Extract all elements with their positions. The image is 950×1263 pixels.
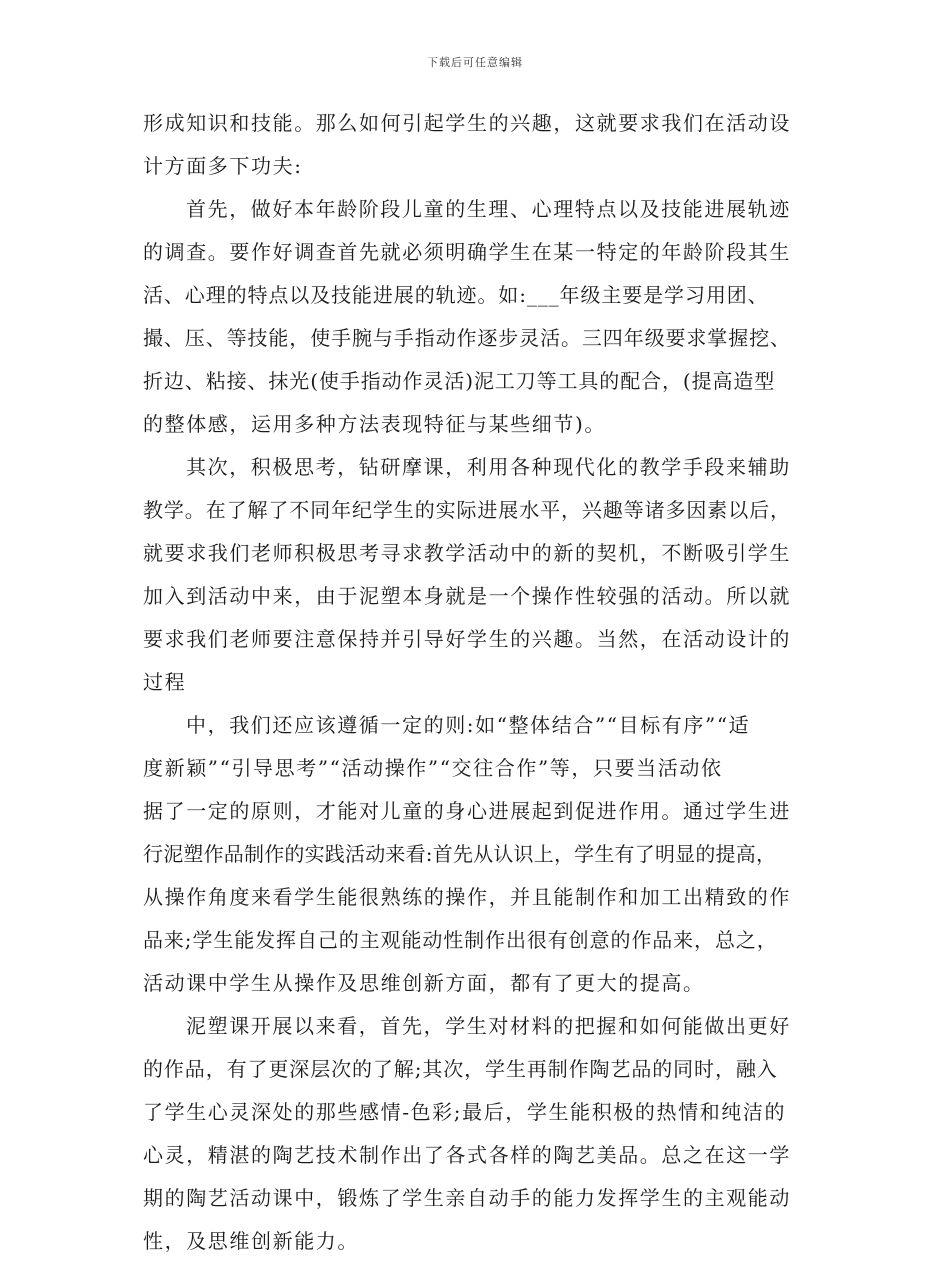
text-line: 行泥塑作品制作的实践活动来看:首先从认识上，学生有了明显的提高， [143,842,777,866]
text-line: 品来;学生能发挥自己的主观能动性制作出很有创意的作品来，总之， [143,928,778,952]
text-line: 其次，积极思考，钻研摩课，利用各种现代化的教学手段来辅助 [186,455,791,479]
text-line: 了学生心灵深处的那些感情-色彩;最后，学生能积极的热情和纯洁的 [143,1100,787,1124]
page-header: 下载后可任意编辑 [427,56,523,69]
text-line: 过程 [143,670,187,694]
text-line: 活、心理的特点以及技能进展的轨迹。如:___年级主要是学习用团、 [143,283,769,307]
text-line: 计方面多下功夫: [143,154,303,178]
text-line: 要求我们老师要注意保持并引导好学生的兴趣。当然，在活动设计的 [143,627,791,651]
text-line: 的调查。要作好调查首先就必须明确学生在某一特定的年龄阶段其生 [143,240,791,264]
text-line: 加入到活动中来，由于泥塑本身就是一个操作性较强的活动。所以就 [143,584,791,608]
text-line: 期的陶艺活动课中，锻炼了学生亲自动手的能力发挥学生的主观能动 [143,1186,791,1210]
text-line: 首先，做好本年龄阶段儿童的生理、心理特点以及技能进展轨迹 [186,197,791,221]
text-line: 性，及思维创新能力。 [143,1229,359,1253]
text-line: 形成知识和技能。那么如何引起学生的兴趣，这就要求我们在活动设 [143,111,791,135]
document-body [143,102,813,1263]
text-line: 度新颖”“引导思考”“活动操作”“交往合作”等，只要当活动依 [143,756,723,780]
text-line: 教学。在了解了不同年纪学生的实际进展水平，兴趣等诸多因素以后， [143,498,791,522]
text-line: 从操作角度来看学生能很熟练的操作，并且能制作和加工出精致的作 [143,885,791,909]
text-line: 就要求我们老师积极思考寻求教学活动中的新的契机，不断吸引学生 [143,541,791,565]
text-line: 泥塑课开展以来看，首先，学生对材料的把握和如何能做出更好 [186,1014,791,1038]
text-line: 活动课中学生从操作及思维创新方面，都有了更大的提高。 [143,971,705,995]
text-line: 的整体感，运用多种方法表现特征与某些细节)。 [143,412,607,436]
text-line: 折边、粘接、抹光(使手指动作灵活)泥工刀等工具的配合，(提高造型 [143,369,776,393]
text-line: 心灵，精湛的陶艺技术制作出了各式各样的陶艺美品。总之在这一学 [143,1143,791,1167]
text-line: 据了一定的原则，才能对儿童的身心进展起到促进作用。通过学生进 [143,799,791,823]
text-line: 的作品，有了更深层次的了解;其次，学生再制作陶艺品的同时，融入 [143,1057,778,1081]
text-line: 中，我们还应该遵循一定的则:如“整体结合”“目标有序”“适 [186,713,751,737]
text-line: 撮、压、等技能，使手腕与手指动作逐步灵活。三四年级要求掌握挖、 [143,326,791,350]
